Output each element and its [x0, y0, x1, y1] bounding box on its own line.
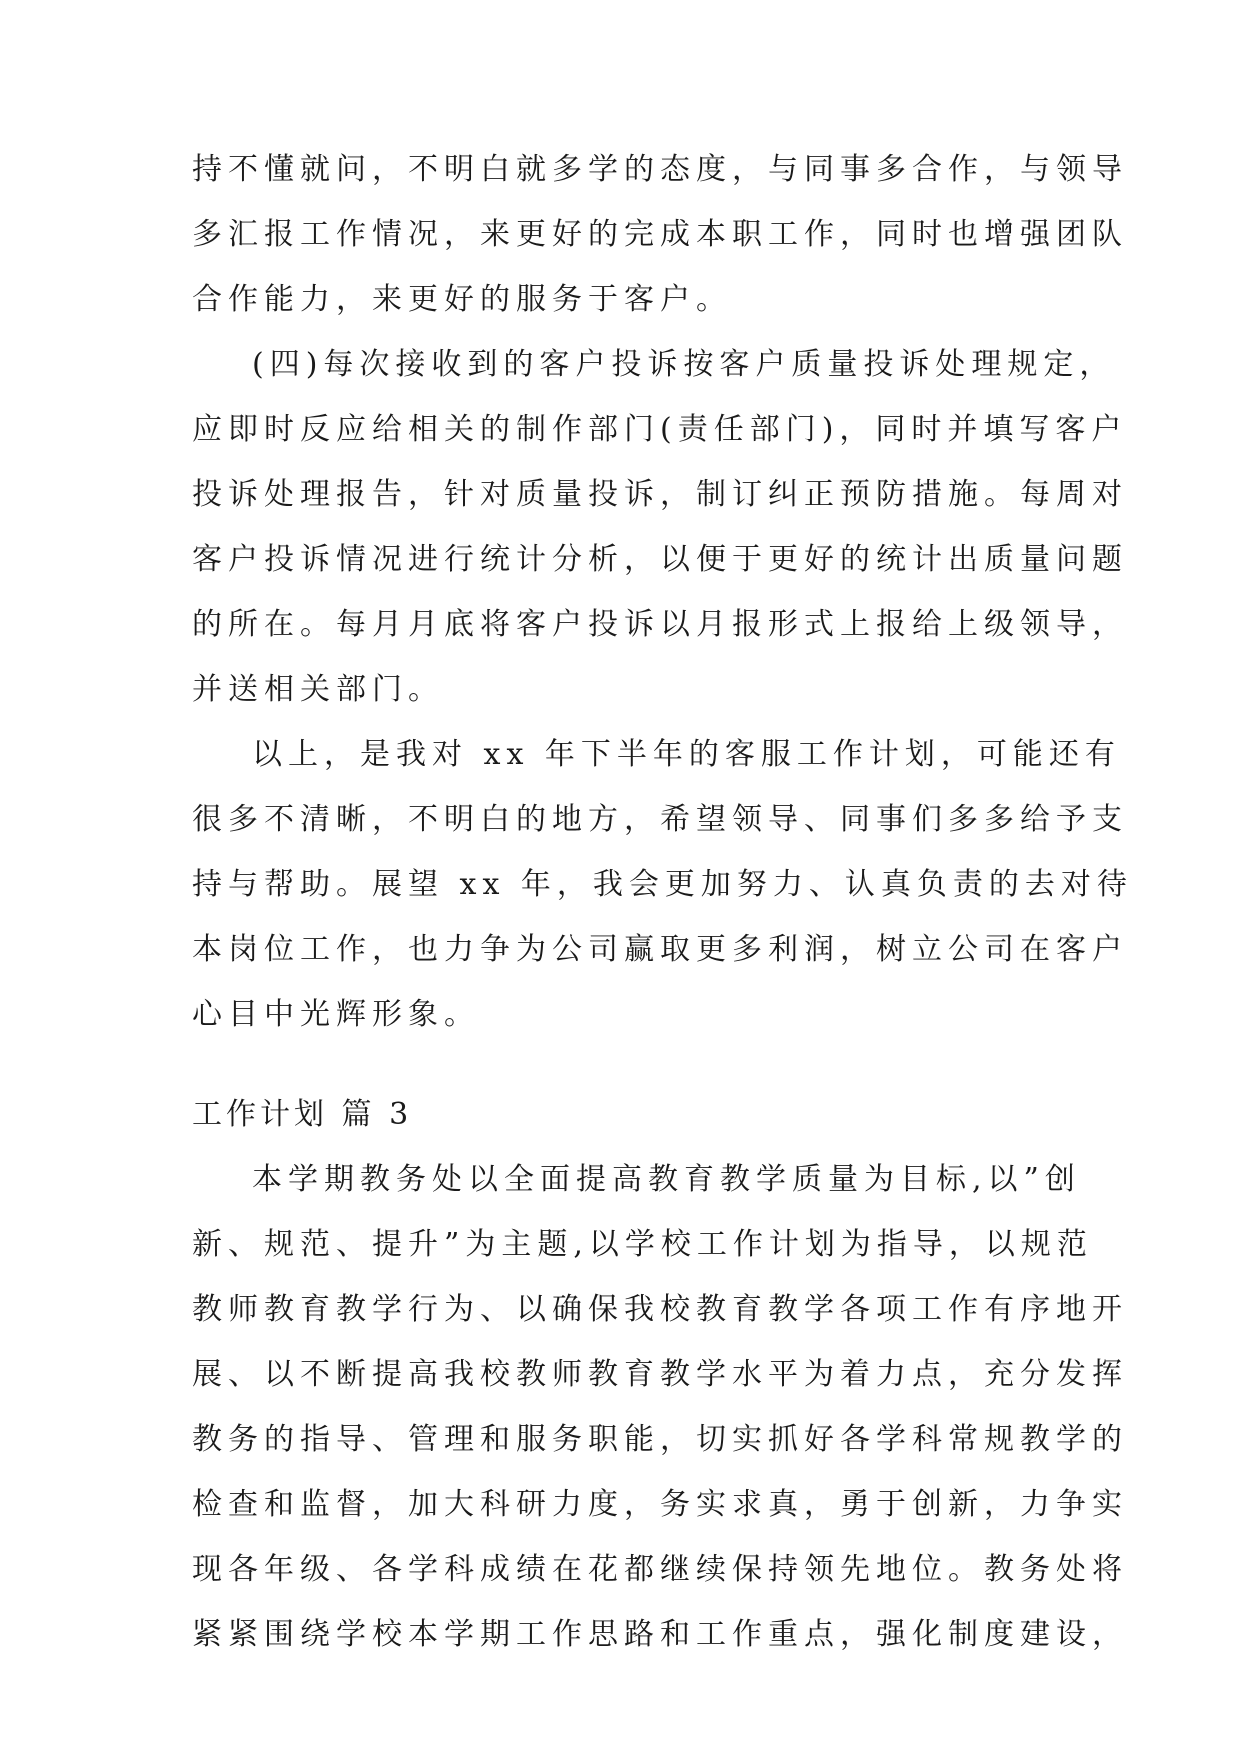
text-line: 检查和监督，加大科研力度，务实求真，勇于创新，力争实: [192, 1487, 1128, 1522]
text-line: 紧紧围绕学校本学期工作思路和工作重点，强化制度建设，: [192, 1617, 1128, 1652]
text-line: 新、规范、提升”为主题,以学校工作计划为指导，以规范: [192, 1227, 1093, 1262]
text-line: 展、以不断提高我校教师教育教学水平为着力点，充分发挥: [192, 1357, 1128, 1392]
text-line: 心目中光辉形象。: [192, 997, 480, 1032]
text-line: 持与帮助。展望 xx 年，我会更加努力、认真负责的去对待: [192, 867, 1133, 902]
text-line: (四)每次接收到的客户投诉按客户质量投诉处理规定，: [252, 347, 1116, 382]
text-line: 客户投诉情况进行统计分析，以便于更好的统计出质量问题: [192, 542, 1128, 577]
text-line: 多汇报工作情况，来更好的完成本职工作，同时也增强团队: [192, 217, 1128, 252]
text-line: 持不懂就问，不明白就多学的态度，与同事多合作，与领导: [192, 152, 1128, 187]
text-line: 的所在。每月月底将客户投诉以月报形式上报给上级领导，: [192, 607, 1128, 642]
text-line: 合作能力，来更好的服务于客户。: [192, 282, 732, 317]
text-line: 本岗位工作，也力争为公司赢取更多利润，树立公司在客户: [192, 932, 1128, 967]
text-line: 应即时反应给相关的制作部门(责任部门)，同时并填写客户: [192, 412, 1128, 447]
text-line: 教师教育教学行为、以确保我校教育教学各项工作有序地开: [192, 1292, 1128, 1327]
text-line: 很多不清晰，不明白的地方，希望领导、同事们多多给予支: [192, 802, 1128, 837]
text-line: 投诉处理报告，针对质量投诉，制订纠正预防措施。每周对: [192, 477, 1128, 512]
text-line: 教务的指导、管理和服务职能，切实抓好各学科常规教学的: [192, 1422, 1128, 1457]
text-line: 以上，是我对 xx 年下半年的客服工作计划，可能还有: [252, 737, 1121, 772]
text-line: 现各年级、各学科成绩在花都继续保持领先地位。教务处将: [192, 1552, 1128, 1587]
section-heading: 工作计划 篇 3: [192, 1097, 413, 1132]
text-line: 并送相关部门。: [192, 672, 444, 707]
text-line: 本学期教务处以全面提高教育教学质量为目标,以”创: [252, 1162, 1081, 1197]
